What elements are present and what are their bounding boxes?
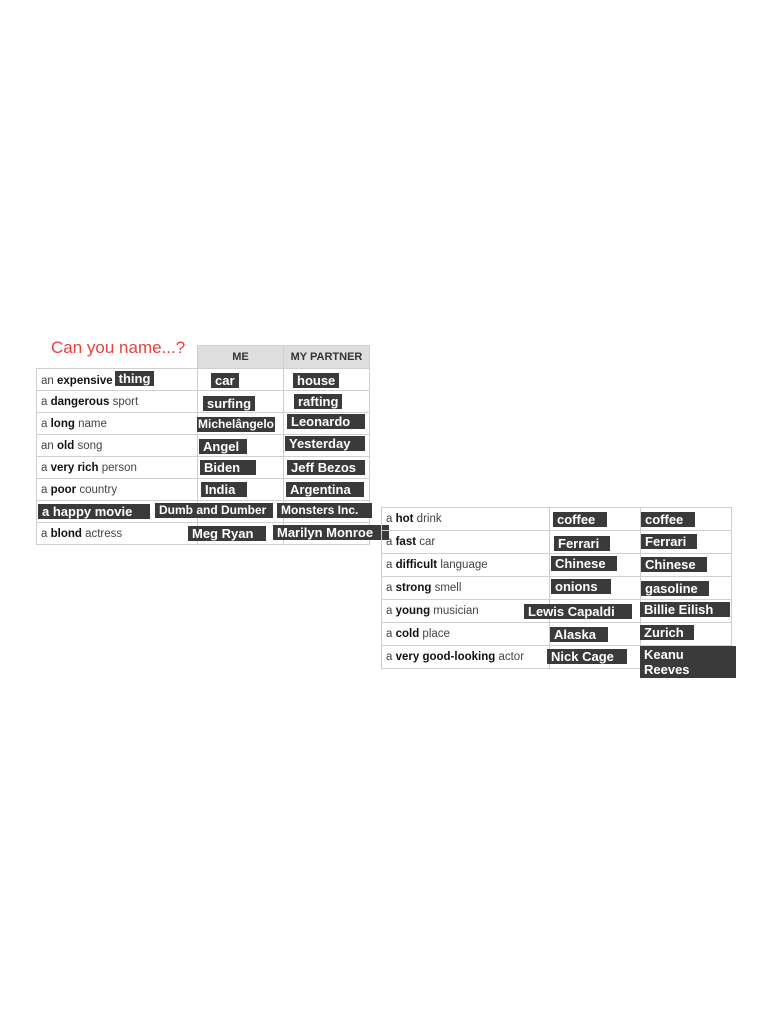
answer-me: Chinese [551,556,617,571]
question-cell: a difficult language [382,554,550,577]
answer-me: Nick Cage [547,649,627,664]
table-row [382,646,732,669]
answer-partner: house [293,373,339,388]
answer-me: Alaska [550,627,608,642]
answer-me: Dumb and Dumber [155,503,273,518]
answer-partner: Ferrari [641,534,697,549]
table-row [37,501,370,523]
header-me: ME [198,346,284,369]
answer-me: Meg Ryan [188,526,266,541]
answer-me: Lewis Capaldi [524,604,632,619]
question-cell: an old song [37,435,198,457]
answer-partner: Monsters Inc. [277,503,372,518]
question-cell: a blond actress [37,523,198,545]
question-cell: a poor country [37,479,198,501]
table-row [382,623,732,646]
answer-me: Angel [199,439,247,454]
names-table-2 [381,507,732,677]
answer-me: India [201,482,247,497]
table-row [382,508,732,531]
page-title: Can you name...? [51,338,186,357]
table-row [382,600,732,623]
answer-me: coffee [553,512,607,527]
answer-partner: Billie Eilish [640,602,730,617]
table-row [37,369,370,391]
question-cell: a strong smell [382,577,550,600]
question-cell: a dangerous sport [37,391,198,413]
answer-partner: Jeff Bezos [287,460,365,475]
answer-partner: Marilyn Monroe [273,525,389,540]
table-row [37,479,370,501]
answer-partner: Chinese [641,557,707,572]
names-table-1 [36,345,374,545]
question-cell: a cold place [382,623,550,646]
question-cell: an expensive thing [37,369,198,391]
answer-me: surfing [203,396,255,411]
answer-partner: Argentina [286,482,364,497]
question-cell: a young musician [382,600,550,623]
question-tag: a happy movie [38,504,150,519]
table-row [37,523,370,545]
table-row [382,554,732,577]
table-row [37,413,370,435]
answer-me: Biden [200,460,256,475]
question-cell: a long name [37,413,198,435]
table-row [37,457,370,479]
answer-partner: Keanu Reeves [640,646,736,678]
answer-partner: gasoline [641,581,709,596]
answer-me: Ferrari [554,536,610,551]
answer-me: car [211,373,239,388]
answer-partner: Yesterday [285,436,365,451]
answer-partner: Leonardo [287,414,365,429]
question-cell: a very good-looking actor [382,646,550,669]
table-row [382,531,732,554]
table-row [37,435,370,457]
answer-tag: thing [115,371,155,386]
question-cell: a fast car [382,531,550,554]
table-row [382,577,732,600]
answer-me: onions [551,579,611,594]
header-my-partner: MY PARTNER [284,346,370,369]
question-cell: a hot drink [382,508,550,531]
answer-partner: Zurich [640,625,694,640]
answer-partner: rafting [294,394,342,409]
question-cell: a very rich person [37,457,198,479]
table-row [37,391,370,413]
answer-me: Michelângelo [198,417,275,431]
answer-partner: coffee [641,512,695,527]
